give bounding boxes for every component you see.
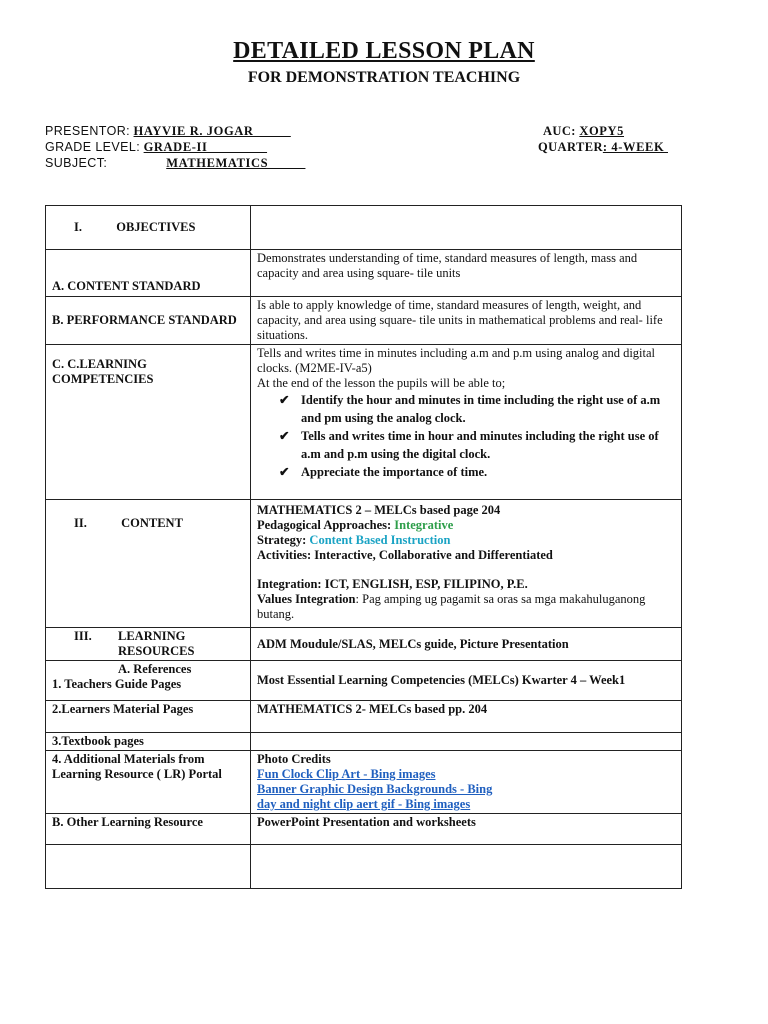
learners-material-label: 2.Learners Material Pages xyxy=(46,701,251,733)
presentor-label: PRESENTOR: xyxy=(45,124,131,138)
grade-level-row xyxy=(45,140,267,155)
table-row-teachers-guide xyxy=(46,661,682,701)
learning-competencies-cell xyxy=(251,345,682,500)
empty-cell-left xyxy=(46,845,251,889)
quarter-value: : 4-WEEK xyxy=(602,140,668,154)
table-row-content-standard xyxy=(46,250,682,297)
content-line: MATHEMATICS 2 – MELCs based page 204 xyxy=(257,503,501,517)
presentor-row xyxy=(45,124,291,139)
additional-materials-cell xyxy=(251,751,682,814)
approaches-line: Pedagogical Approaches: Integrative xyxy=(257,518,454,532)
teachers-guide-text: Most Essential Learning Competencies (MELCs) Kwarter 4 – Week1 xyxy=(251,661,682,701)
check-icon: ✔ xyxy=(279,393,290,407)
table-row-learning-competencies xyxy=(46,345,682,500)
subject-row xyxy=(45,156,305,171)
competencies-intro: At the end of the lesson the pupils will be able to; xyxy=(257,376,506,390)
resources-number: III. xyxy=(74,629,92,643)
teachers-guide-label: 1. Teachers Guide Pages xyxy=(52,677,182,691)
subject-value: MATHEMATICS xyxy=(166,156,306,170)
textbook-label: 3.Textbook pages xyxy=(46,733,251,751)
content-standard-label: A. CONTENT STANDARD xyxy=(46,250,251,297)
document-subtitle: FOR DEMONSTRATION TEACHING xyxy=(247,69,521,86)
table-row-performance-standard xyxy=(46,297,682,345)
grade-level-value: GRADE-II xyxy=(143,140,268,154)
subject-label: SUBJECT: xyxy=(45,156,108,170)
table-row-textbook xyxy=(46,733,682,751)
resources-text: ADM Moudule/SLAS, MELCs guide, Picture Presentation xyxy=(251,628,682,661)
textbook-empty-cell xyxy=(251,733,682,751)
table-row-content xyxy=(46,500,682,628)
presentor-value: HAYVIE R. JOGAR xyxy=(133,124,291,138)
integration-line: Integration: ICT, ENGLISH, ESP, FILIPINO, P.E. xyxy=(257,577,528,591)
objectives-number: I. xyxy=(74,220,82,234)
empty-cell-right xyxy=(251,845,682,889)
competency-item: ✔ Identify the hour and minutes in time including the right use of a.m and pm using the analog clock. xyxy=(279,393,661,425)
objectives-header-cell xyxy=(46,206,251,250)
competencies-text: Tells and writes time in minutes including a.m and p.m using analog and digital clocks. (M2ME-IV-a5) xyxy=(257,346,656,375)
learning-competencies-label: C. C.LEARNING COMPETENCIES xyxy=(46,345,251,500)
quarter-label: QUARTER xyxy=(538,140,603,154)
activities-line: Activities: Interactive, Collaborative and Differentiated xyxy=(257,548,553,562)
resources-header-cell xyxy=(46,628,251,661)
content-header-cell xyxy=(46,500,251,628)
performance-standard-label: B. PERFORMANCE STANDARD xyxy=(46,297,251,345)
table-row-objectives xyxy=(46,206,682,250)
resources-label: LEARNING RESOURCES xyxy=(118,629,195,658)
strategy-value: Content Based Instruction xyxy=(309,533,451,547)
table-row-resources xyxy=(46,628,682,661)
content-cell xyxy=(251,500,682,628)
link-clock-clip-art[interactable]: Fun Clock Clip Art - Bing images xyxy=(257,767,436,781)
performance-standard-text: Is able to apply knowledge of time, standard measures of length, weight, and capacity, and area using square- tile units in mathematical problems and real- life situations. xyxy=(251,297,682,345)
table-row-other-resource xyxy=(46,814,682,845)
competency-item: ✔ Appreciate the importance of time. xyxy=(279,465,488,479)
table-row-learners-material xyxy=(46,701,682,733)
content-number: II. xyxy=(74,516,87,530)
document-title: DETAILED LESSON PLAN xyxy=(233,38,535,64)
auc-value: XOPY5 xyxy=(579,124,625,138)
quarter-row xyxy=(538,140,668,155)
strategy-line: Strategy: Content Based Instruction xyxy=(257,533,451,547)
link-banner-backgrounds[interactable]: Banner Graphic Design Backgrounds - Bing xyxy=(257,782,493,796)
objectives-label: OBJECTIVES xyxy=(116,220,196,234)
auc-row xyxy=(543,124,624,139)
competency-item: ✔ Tells and writes time in hour and minutes including the right use of a.m and p.m using the digital clock. xyxy=(279,429,659,461)
content-standard-text: Demonstrates understanding of time, standard measures of length, mass and capacity and area using square- tile units xyxy=(251,250,682,297)
teachers-guide-cell xyxy=(46,661,251,701)
other-resource-text: PowerPoint Presentation and worksheets xyxy=(251,814,682,845)
approaches-value: Integrative xyxy=(394,518,454,532)
check-icon: ✔ xyxy=(279,429,290,443)
additional-materials-label: 4. Additional Materials from Learning Resource ( LR) Portal xyxy=(46,751,251,814)
check-icon: ✔ xyxy=(279,465,290,479)
auc-label: AUC: xyxy=(543,124,576,138)
objectives-empty-cell xyxy=(251,206,682,250)
table-row-additional-materials xyxy=(46,751,682,814)
learners-material-text: MATHEMATICS 2- MELCs based pp. 204 xyxy=(251,701,682,733)
grade-level-label: GRADE LEVEL: xyxy=(45,140,141,154)
values-line: Values Integration: Pag amping ug pagamit sa oras sa mga makahuluganong butang. xyxy=(257,592,646,621)
lesson-plan-table xyxy=(45,205,682,889)
table-row-empty xyxy=(46,845,682,889)
references-label: A. References xyxy=(118,662,192,676)
other-resource-label: B. Other Learning Resource xyxy=(46,814,251,845)
photo-credits: Photo Credits xyxy=(257,752,331,766)
content-label: CONTENT xyxy=(121,516,183,530)
link-day-night-gif[interactable]: day and night clip aert gif - Bing images xyxy=(257,797,471,811)
